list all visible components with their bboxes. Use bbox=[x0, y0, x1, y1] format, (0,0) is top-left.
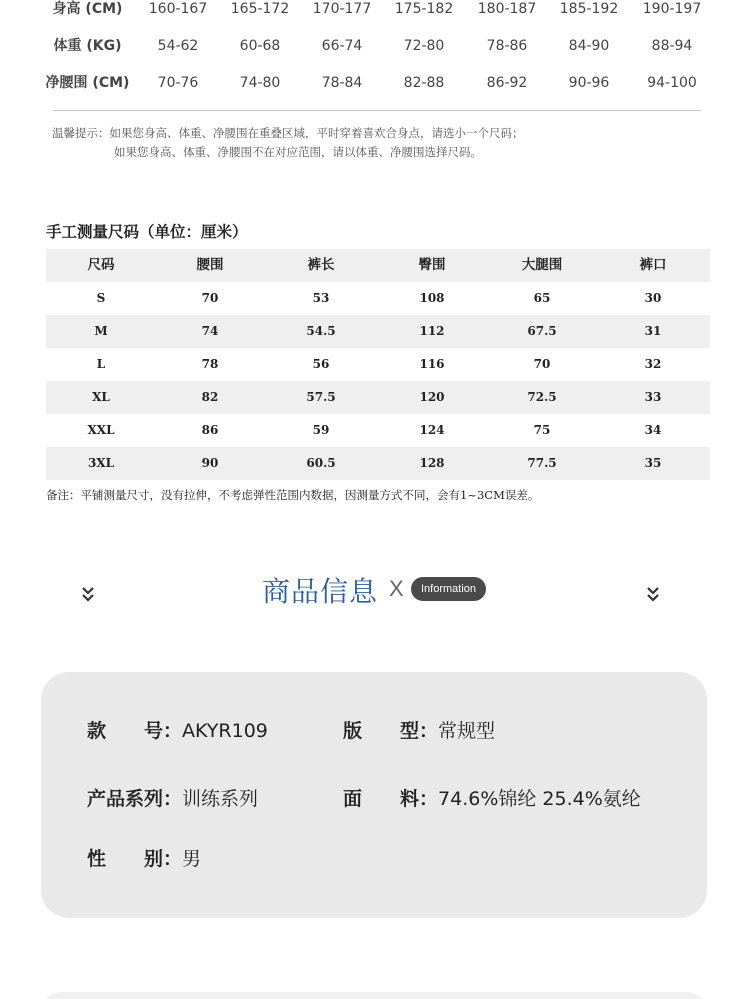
cell: 35 bbox=[644, 456, 662, 470]
cell: 175-182 bbox=[394, 1, 454, 17]
cell: 112 bbox=[419, 324, 445, 338]
cell: 180-187 bbox=[477, 1, 537, 17]
size-chart-row-height bbox=[40, 0, 712, 24]
sizing-tips bbox=[52, 124, 524, 162]
product-series-value: 训练系列 bbox=[182, 788, 259, 810]
cell: 90-96 bbox=[568, 75, 610, 91]
cell: 78 bbox=[201, 357, 219, 371]
cell: 75 bbox=[533, 423, 551, 437]
cell: 70-76 bbox=[157, 75, 199, 91]
table-row bbox=[46, 282, 710, 315]
cell: 60.5 bbox=[306, 456, 336, 470]
cell: XL bbox=[92, 390, 110, 404]
divider bbox=[53, 110, 701, 111]
cell: 30 bbox=[644, 291, 662, 305]
cell: 94-100 bbox=[647, 75, 697, 91]
cell: 88-94 bbox=[651, 38, 693, 54]
cell: 32 bbox=[644, 357, 662, 371]
next-section-card bbox=[41, 992, 707, 999]
column-header: 裤长 bbox=[307, 257, 335, 273]
measurement-table-title: 手工测量尺码（单位：厘米） bbox=[46, 222, 248, 241]
row-label: 身高 (CM) bbox=[52, 1, 123, 17]
cell: XXL bbox=[87, 423, 115, 437]
cell: 160-167 bbox=[148, 1, 208, 17]
cell: 34 bbox=[644, 423, 662, 437]
cell: 78-84 bbox=[321, 75, 363, 91]
fit-type-value: 常规型 bbox=[438, 720, 496, 742]
cell: 77.5 bbox=[527, 456, 557, 470]
double-chevron-down-icon bbox=[80, 583, 96, 609]
double-chevron-down-icon bbox=[645, 583, 661, 609]
cell: 31 bbox=[644, 324, 662, 338]
cell: 82 bbox=[201, 390, 219, 404]
cell: 78-86 bbox=[486, 38, 528, 54]
cell: 57.5 bbox=[306, 390, 336, 404]
product-info-card bbox=[41, 672, 707, 918]
row-label: 净腰围 (CM) bbox=[45, 75, 130, 91]
cell: 116 bbox=[419, 357, 445, 371]
cell: 170-177 bbox=[312, 1, 372, 17]
fabric-label: 面 料： bbox=[343, 788, 439, 810]
fabric bbox=[343, 784, 641, 811]
fit-type-label: 版 型： bbox=[343, 720, 439, 742]
size-chart-row-weight bbox=[40, 31, 712, 61]
column-header: 大腿围 bbox=[521, 257, 563, 273]
cell: 66-74 bbox=[321, 38, 363, 54]
cell: L bbox=[96, 357, 106, 371]
cell: 72-80 bbox=[403, 38, 445, 54]
cell: 70 bbox=[533, 357, 551, 371]
style-number-value: AKYR109 bbox=[182, 720, 268, 742]
column-header: 臀围 bbox=[418, 257, 446, 273]
product-series-label: 产品系列： bbox=[87, 788, 183, 810]
cell: 72.5 bbox=[527, 390, 557, 404]
cell: 124 bbox=[419, 423, 445, 437]
measurement-note: 备注：平铺测量尺寸，没有拉伸，不考虑弹性范围内数据，因测量方式不同，会有1~3CM误差。 bbox=[46, 488, 540, 502]
cell: 65 bbox=[533, 291, 551, 305]
row-label: 体重 (KG) bbox=[53, 38, 122, 54]
cell: M bbox=[94, 324, 108, 338]
table-row bbox=[46, 447, 710, 480]
cell: 33 bbox=[644, 390, 662, 404]
cell: 108 bbox=[419, 291, 445, 305]
cell: 59 bbox=[312, 423, 330, 437]
gender-value: 男 bbox=[182, 848, 202, 870]
cell: 53 bbox=[312, 291, 330, 305]
cell: 70 bbox=[201, 291, 219, 305]
table-header-row bbox=[46, 249, 710, 282]
cell: 185-192 bbox=[559, 1, 619, 17]
information-badge: Information bbox=[411, 577, 486, 601]
cell: 74 bbox=[201, 324, 219, 338]
section-separator: X bbox=[389, 576, 404, 601]
cell: 86 bbox=[201, 423, 219, 437]
fabric-value: 74.6%锦纶 25.4%氨纶 bbox=[438, 788, 641, 810]
cell: 60-68 bbox=[239, 38, 281, 54]
table-row bbox=[46, 381, 710, 414]
cell: 86-92 bbox=[486, 75, 528, 91]
cell: 90 bbox=[201, 456, 219, 470]
style-number bbox=[87, 716, 268, 743]
column-header: 腰围 bbox=[196, 257, 224, 273]
gender-label: 性 别： bbox=[87, 848, 183, 870]
table-row bbox=[46, 315, 710, 348]
cell: 74-80 bbox=[239, 75, 281, 91]
cell: 190-197 bbox=[642, 1, 702, 17]
column-header: 尺码 bbox=[87, 257, 115, 273]
size-chart-row-waist bbox=[40, 68, 712, 98]
cell: 3XL bbox=[87, 456, 115, 470]
tips-line-1: 温馨提示：如果您身高、体重、净腰围在重叠区域，平时穿着喜欢合身点，请选小一个尺码； bbox=[52, 126, 524, 140]
cell: 128 bbox=[419, 456, 445, 470]
cell: S bbox=[96, 291, 106, 305]
cell: 56 bbox=[312, 357, 330, 371]
column-header: 裤口 bbox=[639, 257, 667, 273]
cell: 67.5 bbox=[527, 324, 557, 338]
table-row bbox=[46, 348, 710, 381]
cell: 165-172 bbox=[230, 1, 290, 17]
cell: 84-90 bbox=[568, 38, 610, 54]
cell: 82-88 bbox=[403, 75, 445, 91]
cell: 120 bbox=[419, 390, 445, 404]
cell: 54.5 bbox=[306, 324, 336, 338]
cell: 54-62 bbox=[157, 38, 199, 54]
section-title: 商品信息 bbox=[262, 575, 379, 608]
gender bbox=[87, 844, 201, 871]
fit-type bbox=[343, 716, 495, 743]
product-series bbox=[87, 784, 258, 811]
table-row bbox=[46, 414, 710, 447]
tips-line-2: 如果您身高、体重、净腰围不在对应范围，请以体重、净腰围选择尺码。 bbox=[114, 145, 482, 159]
style-number-label: 款 号： bbox=[87, 720, 183, 742]
